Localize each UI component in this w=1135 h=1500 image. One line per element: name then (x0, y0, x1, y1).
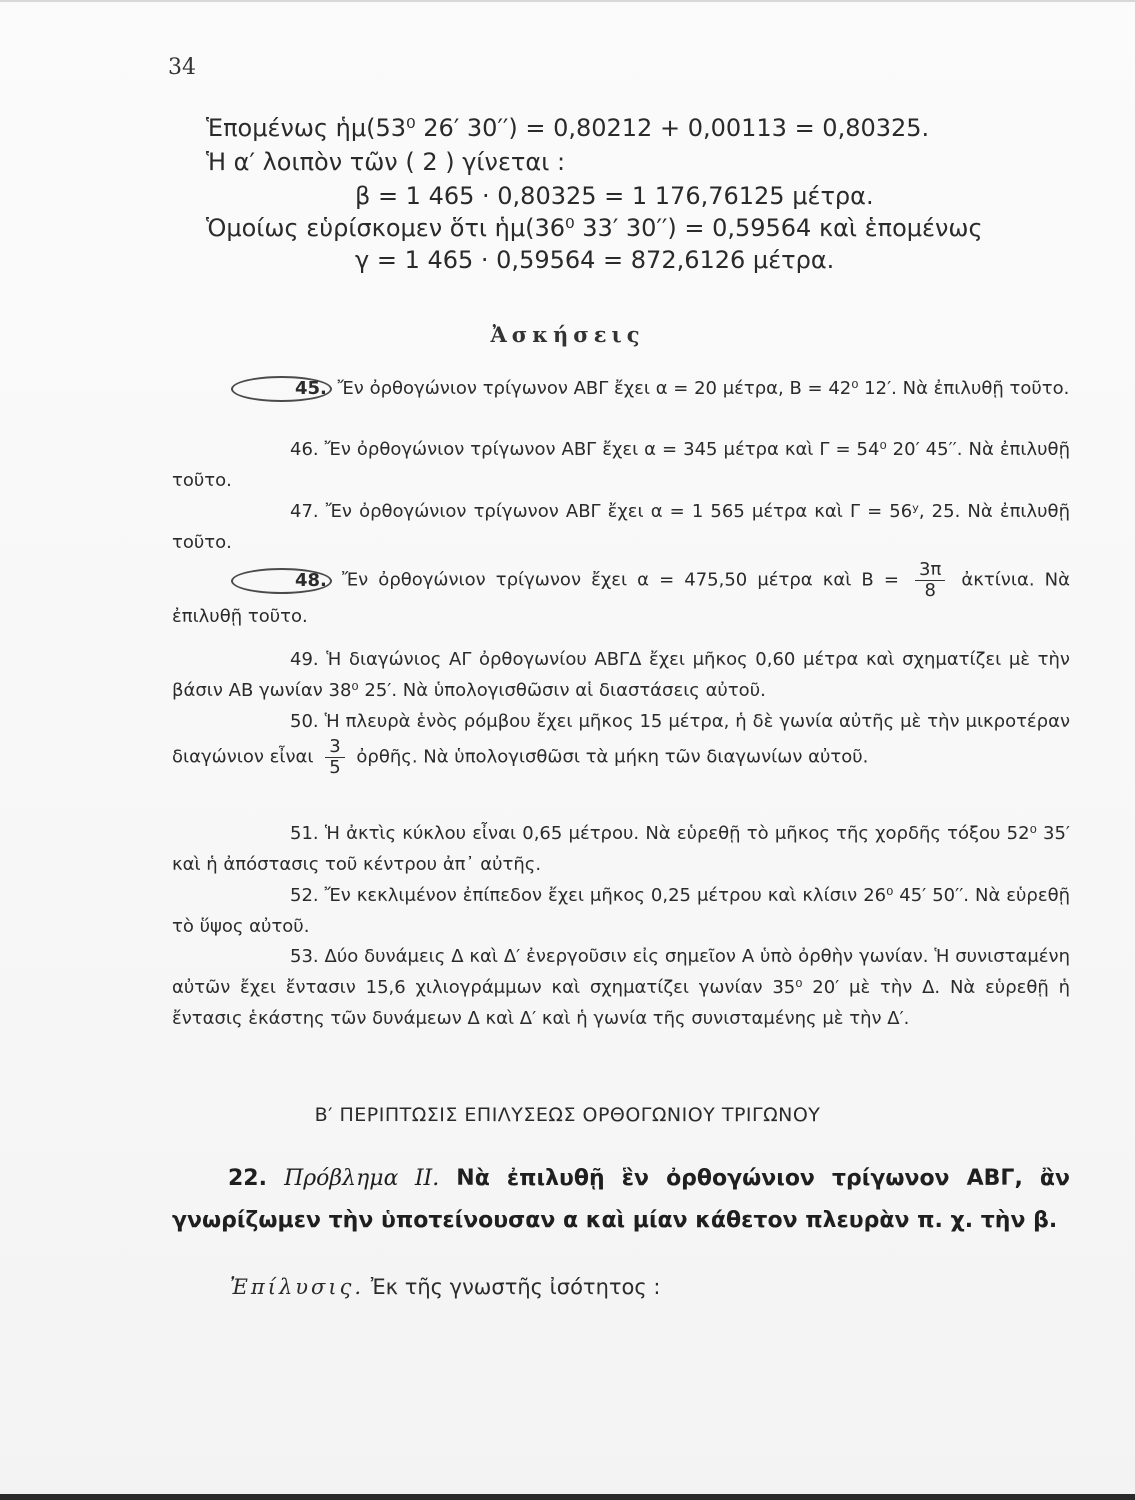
problem-statement (172, 1158, 1070, 1242)
exercise-number: 51. (290, 823, 319, 844)
exercise-item (172, 941, 1070, 1034)
page-number: 34 (168, 55, 196, 80)
problem-number: 22. (228, 1166, 267, 1191)
exercise-text: Ἔν ὀρθογώνιον τρίγωνον ΑΒΓ ἔχει α = 1 565 μέτρα καὶ Γ = 56ʸ, 25. Νὰ ἐπιλυθῇ τοῦτο. (172, 501, 1070, 553)
exercise-text: Δύο δυνάμεις Δ καὶ Δ′ ἐνεργοῦσιν εἰς σημεῖον Α ὑπὸ ὀρθὴν γωνίαν. Ἡ συνισταμένη αὐτῶν ἔχει ἔντασιν 15,6 χιλιογράμμων καὶ σχηματίζει γωνίαν 35⁰ 20′ μὲ τὴν Δ. Νὰ εὑρεθῇ ἡ ἔντασις ἑκάστης τῶν δυνάμεων Δ καὶ Δ′ καὶ ἡ γωνία τῆς συνισταμένης μὲ τὴν Δ′. (172, 946, 1071, 1029)
exercise-number: 45. (231, 376, 332, 402)
exercise-item (172, 373, 1070, 404)
exercise-number: 53. (290, 946, 319, 967)
exercise-item (172, 880, 1070, 942)
fraction-denominator: 5 (329, 757, 341, 778)
exercise-number: 46. (290, 439, 319, 460)
exercise-item (172, 434, 1070, 496)
equation-line: β = 1 465 · 0,80325 = 1 176,76125 μέτρα. (355, 182, 874, 210)
fraction-numerator: 3 (325, 737, 344, 758)
exercise-item (172, 560, 1070, 632)
exercise-number: 48. (231, 568, 332, 594)
fraction (915, 560, 945, 601)
equation-line: Ἡ α′ λοιπὸν τῶν ( 2 ) γίνεται : (206, 148, 566, 176)
equation-line: γ = 1 465 · 0,59564 = 872,6126 μέτρα. (355, 246, 835, 274)
page-edge (0, 0, 1135, 2)
exercise-text: ἀκτίνια. Νὰ ἐπιλυθῇ τοῦτο. (172, 569, 1070, 627)
problem-text: Νὰ ἐπιλυθῇ ἓν ὀρθογώνιον τρίγωνον ΑΒΓ, ἂν γνωρίζωμεν τὴν ὑποτείνουσαν α καὶ μίαν κάθετον πλευρὰν π. χ. τὴν β. (172, 1166, 1070, 1233)
exercise-number: 49. (290, 649, 319, 670)
exercise-number: 47. (290, 501, 319, 522)
case-heading: Β′ ΠΕΡΙΠΤΩΣΙΣ ΕΠΙΛΥΣΕΩΣ ΟΡΘΟΓΩΝΙΟΥ ΤΡΙΓΩΝΟΥ (314, 1104, 821, 1126)
exercise-item (172, 496, 1070, 558)
exercise-text: Ἔν ὀρθογώνιον τρίγωνον ΑΒΓ ἔχει α = 20 μέτρα, Β = 42⁰ 12′. Νὰ ἐπιλυθῇ τοῦτο. (337, 378, 1070, 399)
exercise-text: ὀρθῆς. Νὰ ὑπολογισθῶσι τὰ μήκη τῶν διαγωνίων αὐτοῦ. (356, 746, 869, 768)
exercise-text: Ἔν κεκλιμένον ἐπίπεδον ἔχει μῆκος 0,25 μέτρου καὶ κλίσιν 26⁰ 45′ 50′′. Νὰ εὑρεθῇ τὸ ὕψος αὐτοῦ. (172, 885, 1070, 937)
exercise-number: 52. (290, 885, 319, 906)
fraction-numerator: 3π (915, 560, 945, 581)
solution-label: Ἐπίλυσις. (230, 1275, 365, 1299)
solution-text: Ἐκ τῆς γνωστῆς ἰσότητος : (370, 1275, 661, 1299)
exercise-text: Ἔν ὀρθογώνιον τρίγωνον ἔχει α = 475,50 μέτρα καὶ Β = (341, 569, 899, 591)
exercise-item (172, 818, 1070, 880)
section-title: Ἀσκήσεις (490, 322, 645, 347)
exercise-text: Ἔν ὀρθογώνιον τρίγωνον ΑΒΓ ἔχει α = 345 μέτρα καὶ Γ = 54⁰ 20′ 45′′. Νὰ ἐπιλυθῇ τοῦτο. (172, 439, 1070, 491)
exercise-text: Ἡ ἀκτὶς κύκλου εἶναι 0,65 μέτρου. Νὰ εὑρεθῇ τὸ μῆκος τῆς χορδῆς τόξου 52⁰ 35′ καὶ ἡ ἀπόστασις τοῦ κέντρου ἀπ᾽ αὐτῆς. (172, 823, 1070, 875)
exercise-text: Ἡ διαγώνιος ΑΓ ὀρθογωνίου ΑΒΓΔ ἔχει μῆκος 0,60 μέτρα καὶ σχηματίζει μὲ τὴν βάσιν ΑΒ γωνίαν 38⁰ 25′. Νὰ ὑπολογισθῶσιν αἱ διαστάσεις αὐτοῦ. (172, 649, 1070, 701)
solution-line (230, 1275, 660, 1299)
equation-line: Ἑπομένως ἡμ(53⁰ 26′ 30′′) = 0,80212 + 0,00113 = 0,80325. (206, 114, 930, 142)
exercise-item (172, 706, 1070, 778)
equation-line: Ὁμοίως εὑρίσκομεν ὅτι ἡμ(36⁰ 33′ 30′′) = 0,59564 καὶ ἑπομένως (206, 214, 983, 242)
problem-label: Πρόβλημα ΙΙ. (284, 1166, 440, 1191)
fraction (325, 737, 344, 778)
exercise-number: 50. (290, 711, 319, 732)
fraction-denominator: 8 (924, 580, 936, 601)
scan-edge (0, 1494, 1135, 1500)
exercise-text: Ἡ πλευρὰ ἑνὸς ρόμβου ἔχει μῆκος 15 μέτρα, ἡ δὲ γωνία αὐτῆς μὲ τὴν μικροτέραν διαγώνιον εἶναι (172, 711, 1070, 768)
exercise-item (172, 644, 1070, 706)
